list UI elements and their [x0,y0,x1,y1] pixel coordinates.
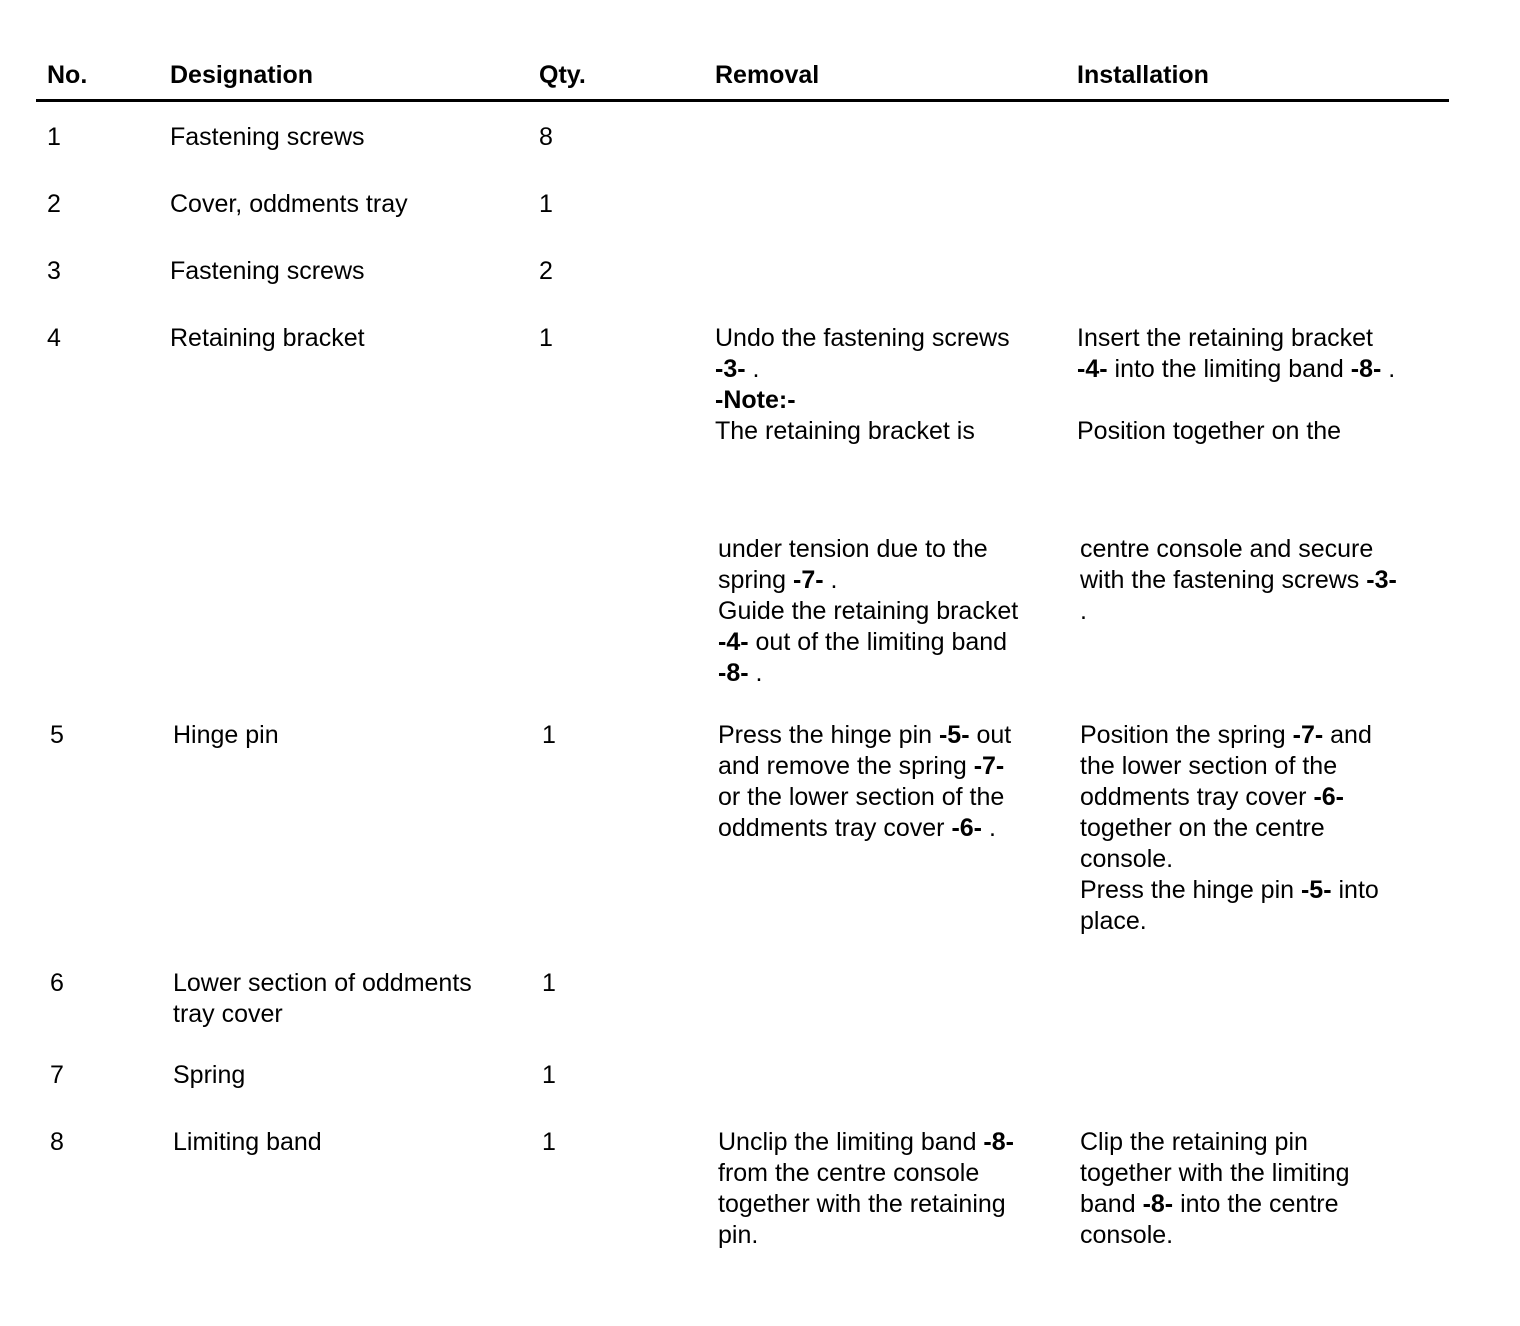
row-8-removal-line-1: Unclip the limiting band -8- [718,1128,1014,1156]
header-qty: Qty. [539,61,586,89]
row-6-designation [173,968,472,1030]
row-5-installation [1080,720,1379,937]
row-4-installation-part2 [1080,534,1397,627]
row-8-no: 8 [50,1128,64,1156]
header-designation: Designation [170,61,314,89]
row-4-installation-part1-line-4: Position together on the [1077,417,1342,445]
row-5-removal-line-3: or the lower section of the [718,783,1005,811]
row-1-qty: 8 [539,123,553,151]
row-3-no: 3 [47,257,61,285]
row-4-installation-part1-line-2: -4- into the limiting band -8- . [1077,355,1396,383]
row-4-removal-part2 [718,534,1018,689]
row-8-removal-line-3: together with the retaining [718,1190,1006,1218]
row-3-designation: Fastening screws [170,257,365,285]
row-5-installation-line-2: the lower section of the [1080,752,1338,780]
row-6-qty: 1 [542,969,556,997]
row-4-removal-part1-line-1: Undo the fastening screws [715,324,1010,352]
header-removal: Removal [715,61,820,89]
row-4-qty: 1 [539,324,553,352]
row-7-designation: Spring [173,1061,246,1089]
row-8-removal-line-2: from the centre console [718,1159,980,1187]
row-8-designation: Limiting band [173,1128,322,1156]
row-4-removal-part2-line-3: Guide the retaining bracket [718,597,1019,625]
row-8-removal-line-4: pin. [718,1221,759,1249]
row-5-removal-line-4: oddments tray cover -6- . [718,814,996,842]
row-4-installation-part2-line-3: . [1080,597,1087,625]
row-6-designation-line-2: tray cover [173,1000,283,1028]
row-5-removal-line-2: and remove the spring -7- [718,752,1005,780]
row-4-installation-part1-line-3 [1077,385,1395,416]
row-4-installation-part2-line-1: centre console and secure [1080,535,1374,563]
row-7-qty: 1 [542,1061,556,1089]
row-4-removal-part1 [715,323,1010,447]
row-4-installation-part1-line-1: Insert the retaining bracket [1077,324,1373,352]
row-8-installation [1080,1127,1350,1251]
row-5-installation-line-4: together on the centre [1080,814,1325,842]
row-1-no: 1 [47,123,61,151]
row-7-no: 7 [50,1061,64,1089]
row-2-designation: Cover, oddments tray [170,190,408,218]
row-8-installation-line-2: together with the limiting [1080,1159,1350,1187]
row-4-removal-part1-line-3: -Note:- [715,386,796,414]
row-5-removal-line-1: Press the hinge pin -5- out [718,721,1012,749]
row-4-installation-part2-line-2: with the fastening screws -3- [1080,566,1397,594]
row-5-installation-line-3: oddments tray cover -6- [1080,783,1344,811]
row-2-no: 2 [47,190,61,218]
row-5-designation: Hinge pin [173,721,279,749]
row-8-removal [718,1127,1014,1251]
row-4-designation: Retaining bracket [170,324,365,352]
row-4-removal-part1-line-4: The retaining bracket is [715,417,975,445]
row-8-installation-line-1: Clip the retaining pin [1080,1128,1308,1156]
row-4-removal-part2-line-5: -8- . [718,659,763,687]
row-5-no: 5 [50,721,64,749]
row-4-removal-part1-line-2: -3- . [715,355,760,383]
header-divider [36,99,1449,102]
row-5-installation-line-7: place. [1080,907,1147,935]
row-2-qty: 1 [539,190,553,218]
row-5-qty: 1 [542,721,556,749]
row-4-removal-part2-line-1: under tension due to the [718,535,988,563]
row-5-installation-line-6: Press the hinge pin -5- into [1080,876,1379,904]
row-4-no: 4 [47,324,61,352]
row-6-no: 6 [50,969,64,997]
row-1-designation: Fastening screws [170,123,365,151]
row-5-removal [718,720,1011,844]
row-4-removal-part2-line-2: spring -7- . [718,566,838,594]
row-4-installation-part1 [1077,323,1395,447]
row-6-designation-line-1: Lower section of oddments [173,969,472,997]
row-8-qty: 1 [542,1128,556,1156]
row-8-installation-line-4: console. [1080,1221,1174,1249]
row-3-qty: 2 [539,257,553,285]
header-installation: Installation [1077,61,1209,89]
row-8-installation-line-3: band -8- into the centre [1080,1190,1339,1218]
row-5-installation-line-1: Position the spring -7- and [1080,721,1372,749]
header-no: No. [47,61,88,89]
row-5-installation-line-5: console. [1080,845,1174,873]
row-4-removal-part2-line-4: -4- out of the limiting band [718,628,1008,656]
